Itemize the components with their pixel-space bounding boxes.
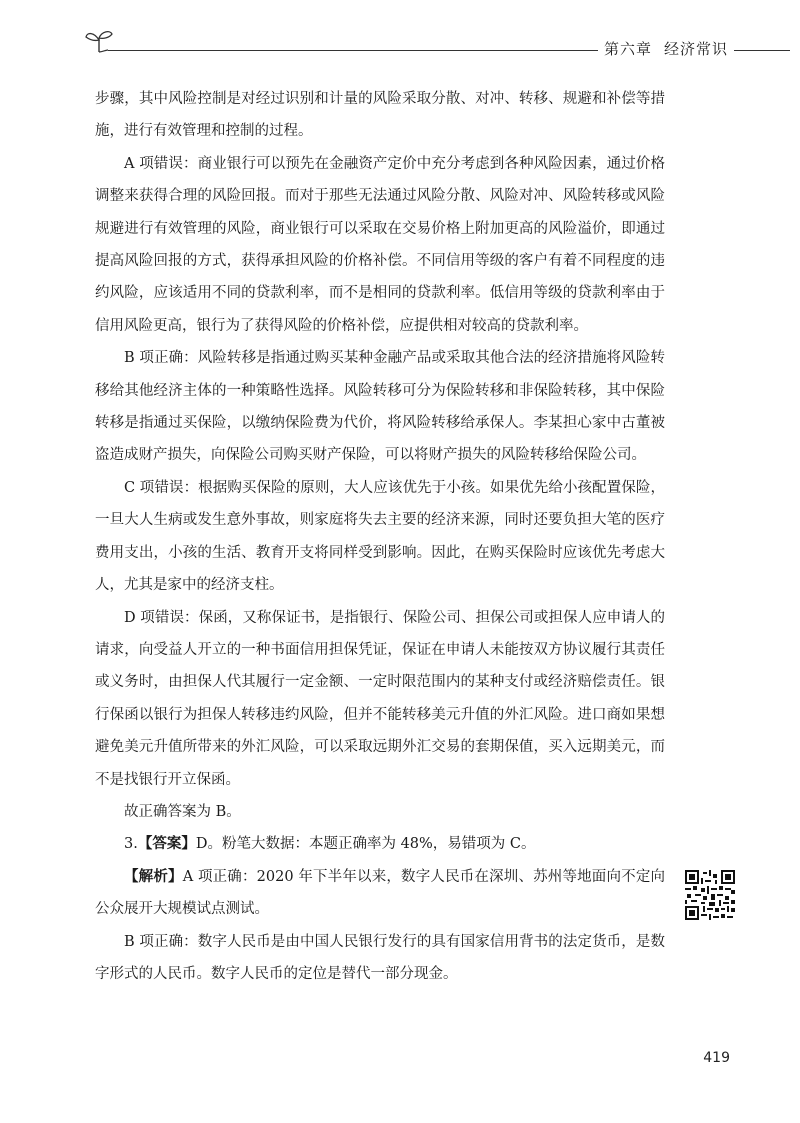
chapter-name: 经济常识 — [664, 40, 729, 58]
answer-label: 【答案】 — [137, 835, 196, 853]
chapter-number: 第六章 — [604, 40, 653, 58]
question-3-answer — [95, 828, 665, 860]
page-number: 419 — [703, 1050, 730, 1066]
paragraph: A 项错误：商业银行可以预先在金融资产定价中充分考虑到各种风险因素，通过价格调整来获得合理的风险回报。而对于那些无法通过风险分散、风险对冲、风险转移或风险规避进行有效管理的风险，商业银行可以采取在交易价格上附加更高的风险溢价，即通过提高风险回报的方式，获得承担风险的价格补偿。不同信用等级的客户有着不同程度的违约风险，应该适用不同的贷款利率，而不是相同的贷款利率。低信用等级的贷款利率由于信用风险更高，银行为了获得风险的价格补偿，应提供相对较高的贷款利率。 — [95, 155, 665, 334]
paragraph: 步骤，其中风险控制是对经过识别和计量的风险采取分散、对冲、转移、规避和补偿等措施，进行有效管理和控制的过程。 — [95, 91, 665, 140]
body-text — [95, 83, 665, 990]
final-answer: 故正确答案为 B。 — [124, 803, 241, 820]
paragraph: B 项正确：风险转移是指通过购买某种金融产品或采取其他合法的经济措施将风险转移给其他经济主体的一种策略性选择。风险转移可分为保险转移和非保险转移，其中保险转移是指通过买保险，以缴纳保险费为代价，将风险转移给承保人。李某担心家中古董被盗造成财产损失，向保险公司购买财产保险，可以将财产损失的风险转移给保险公司。 — [95, 350, 665, 464]
analysis-label: 【解析】 — [124, 867, 183, 885]
question-number: 3. — [124, 836, 138, 853]
analysis-text: A 项正确：2020 年下半年以来，数字人民币在深圳、苏州等地面向不定向公众展开大规模试点测试。 — [95, 868, 666, 918]
chapter-title — [604, 38, 730, 60]
header-rule-right — [734, 50, 790, 51]
answer-text: D。粉笔大数据：本题正确率为 48%，易错项为 C。 — [195, 836, 536, 853]
header-rule-left — [108, 50, 598, 51]
paragraph: D 项错误：保函，又称保证书，是指银行、保险公司、担保公司或担保人应申请人的请求，向受益人开立的一种书面信用担保凭证，保证在申请人未能按双方协议履行其责任或义务时，由担保人代其履行一定金额、一定时限范围内的某种支付或经济赔偿责任。银行保函以银行为担保人转移违约风险，但并不能转移美元升值的外汇风险。进口商如果想避免美元升值所带来的外汇风险，可以采取远期外汇交易的套期保值，买入远期美元，而不是找银行开立保函。 — [95, 609, 665, 788]
question-3-analysis — [95, 861, 665, 926]
page-header — [0, 0, 800, 70]
paragraph: C 项错误：根据购买保险的原则，大人应该优先于小孩。如果优先给小孩配置保险，一旦大人生病或发生意外事故，则家庭将失去主要的经济来源，同时还要负担大笔的医疗费用支出，小孩的生活、教育开支将同样受到影响。因此，在购买保险时应该优先考虑大人，尤其是家中的经济支柱。 — [95, 479, 665, 594]
paragraph: B 项正确：数字人民币是由中国人民银行发行的具有国家信用背书的法定货币，是数字形式的人民币。数字人民币的定位是替代一部分现金。 — [95, 933, 665, 982]
qr-code[interactable] — [685, 870, 735, 920]
